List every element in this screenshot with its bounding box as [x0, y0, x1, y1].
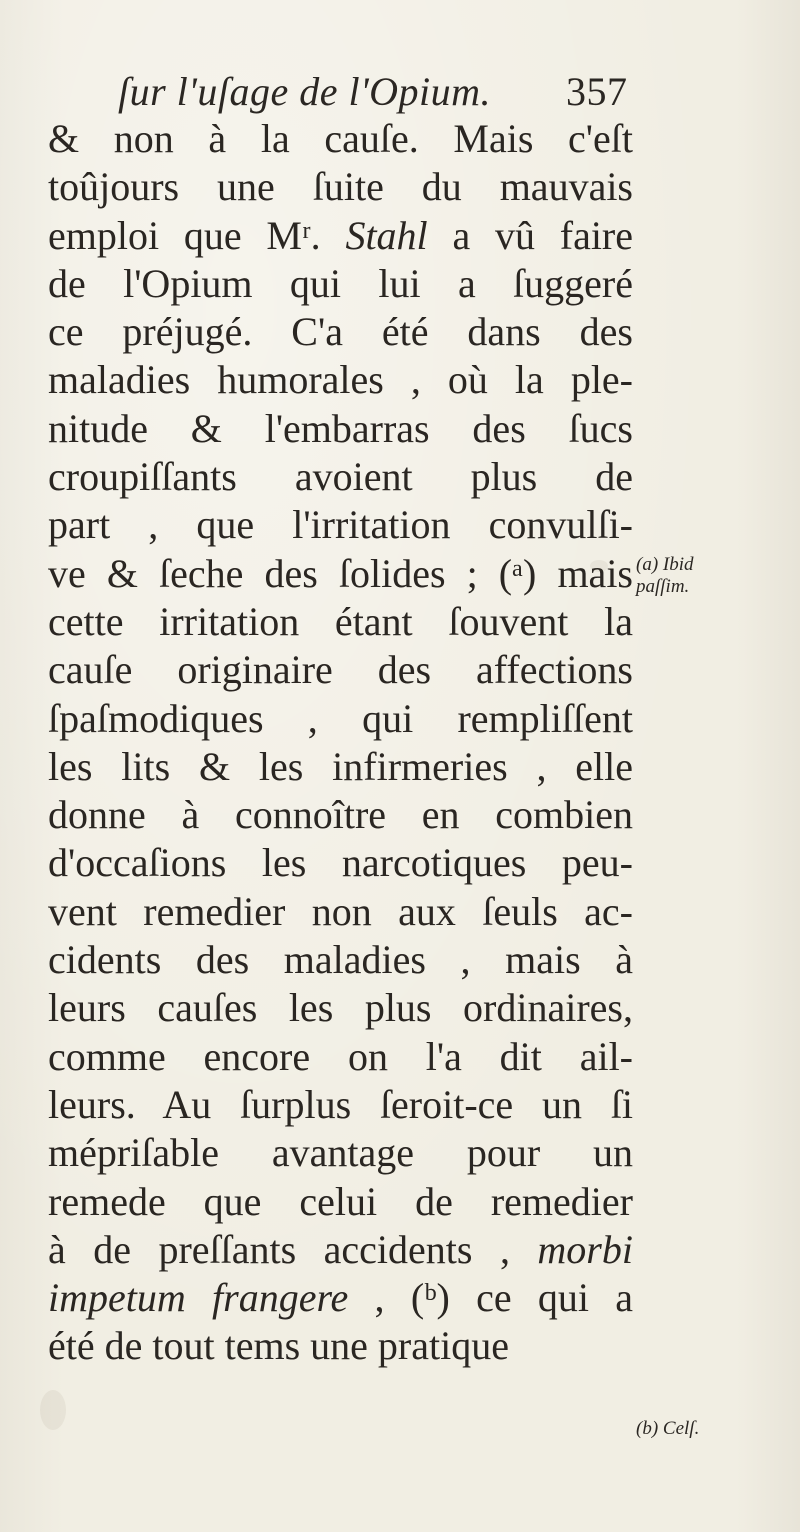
text-line-17: vent remedier non aux ſeuls ac- — [48, 888, 633, 934]
text-line-4: de l'Opium qui lui a ſuggeré — [48, 260, 633, 306]
text-line-2: toûjours une ſuite du mauvais — [48, 164, 633, 210]
text-line-21: leurs. Au ſurplus ſeroit-ce un ſi — [48, 1081, 633, 1127]
text-line-25: impetum frangere , (ᵇ) ce qui a — [48, 1275, 633, 1321]
paper-blemish — [590, 560, 608, 572]
running-title: ſur l'uſage de l'Opium. — [118, 69, 492, 114]
text-line-6: maladies humorales , où la ple- — [48, 357, 633, 403]
text-line-18: cidents des maladies , mais à — [48, 937, 633, 983]
text-line-22: mépriſable avantage pour un — [48, 1130, 633, 1176]
text-line-1: & non à la cauſe. Mais c'eſt — [48, 116, 633, 161]
text-line-19: leurs cauſes les plus ordinaires, — [48, 985, 633, 1031]
text-line-16: d'occaſions les narcotiques peu- — [48, 840, 633, 886]
text-line-13: ſpaſmodiques , qui rempliſſent — [48, 695, 633, 741]
text-line-5: ce préjugé. C'a été dans des — [48, 309, 633, 355]
text-line-20: comme encore on l'a dit ail- — [48, 1033, 633, 1079]
text-line-11: cette irritation étant ſouvent la — [48, 598, 633, 644]
text-line-10: ve & ſeche des ſolides ; (ᵃ) mais — [48, 550, 633, 596]
text-line-26: été de tout tems une pratique — [48, 1323, 509, 1369]
paper-blemish — [40, 1390, 66, 1430]
page-number: 357 — [566, 69, 628, 114]
margin-note-a-line-2: paſſim. — [636, 576, 690, 597]
running-head — [118, 68, 638, 118]
text-line-15: donne à connoître en combien — [48, 792, 633, 838]
margin-note-b: (b) Celſ. — [636, 1418, 700, 1439]
text-line-8: croupiſſants avoient plus de — [48, 454, 633, 500]
text-line-12: cauſe originaire des affections — [48, 647, 633, 693]
text-line-23: remede que celui de remedier — [48, 1178, 633, 1224]
text-line-3: emploi que Mʳ. Stahl a vû faire — [48, 212, 633, 258]
body-text — [48, 115, 633, 1371]
text-line-14: les lits & les infirmeries , elle — [48, 743, 633, 789]
margin-note-a-line-1: (a) Ibid — [636, 554, 694, 575]
text-line-7: nitude & l'embarras des ſucs — [48, 405, 633, 451]
text-line-24: à de preſſants accidents , morbi — [48, 1226, 633, 1272]
text-line-9: part , que l'irritation convulſi- — [48, 502, 633, 548]
margin-note-a — [636, 554, 694, 598]
